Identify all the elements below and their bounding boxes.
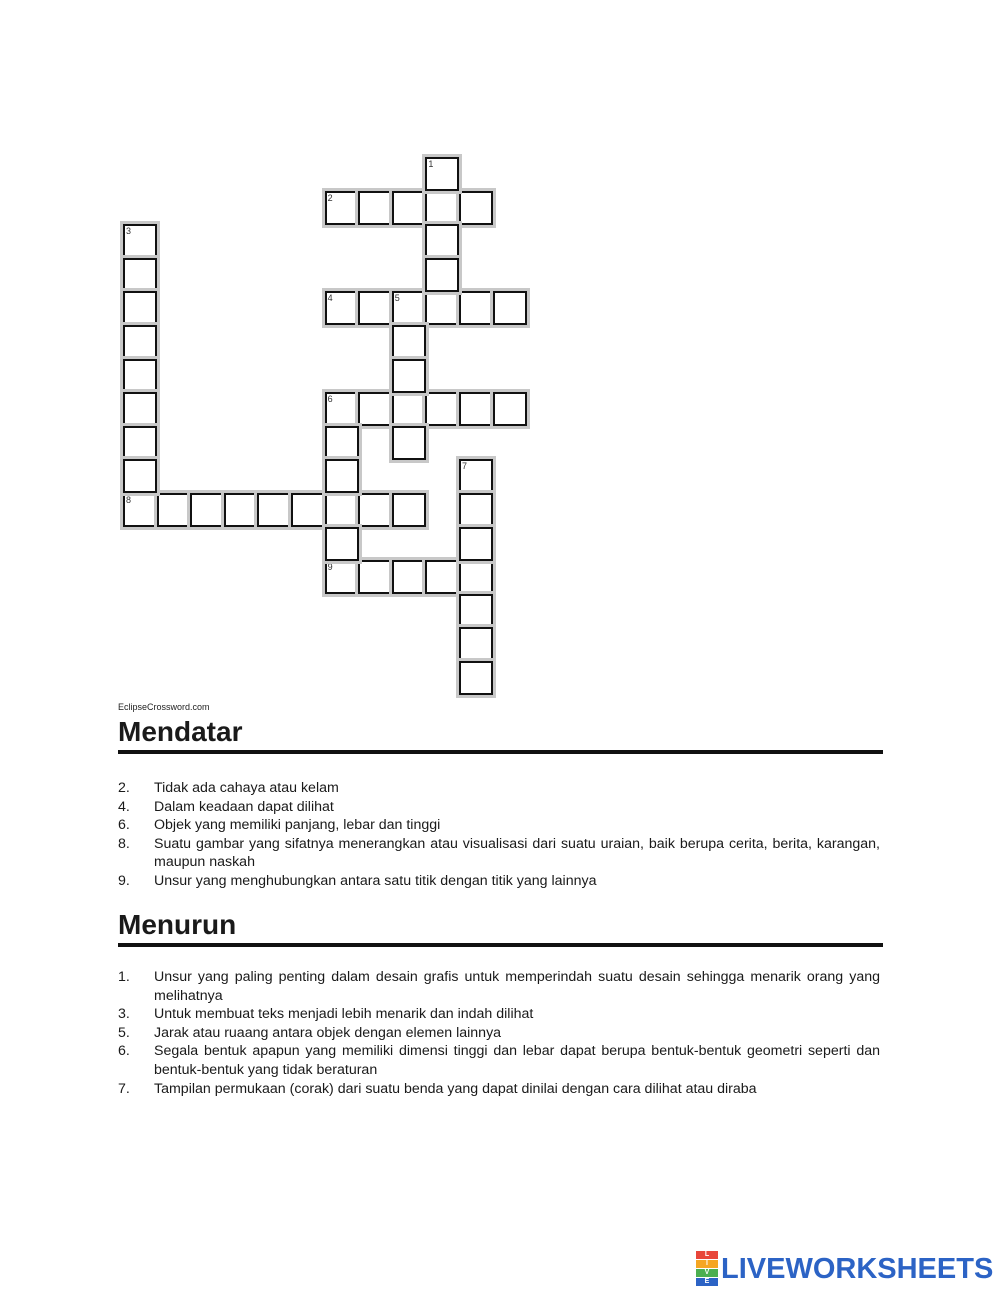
crossword-cell[interactable]: [392, 291, 426, 325]
crossword-cell[interactable]: [123, 291, 157, 325]
clue-item: [118, 1024, 880, 1043]
clue-number: 3.: [118, 1006, 130, 1023]
crossword-cell[interactable]: [224, 493, 258, 527]
crossword-cell[interactable]: [123, 493, 157, 527]
crossword-cell[interactable]: [459, 527, 493, 561]
crossword-cell[interactable]: [392, 191, 426, 225]
clue-item: [118, 872, 880, 891]
crossword-cell[interactable]: [425, 157, 459, 191]
clue-number: 9.: [118, 872, 130, 889]
crossword-cell[interactable]: [358, 493, 392, 527]
clue-number: 6.: [118, 1043, 130, 1060]
liveworksheets-logo: [696, 1252, 993, 1286]
clue-item: [118, 1005, 880, 1024]
clue-text: Dalam keadaan dapat dilihat: [154, 798, 334, 815]
crossword-cell[interactable]: [291, 493, 325, 527]
crossword-cell[interactable]: [392, 392, 426, 426]
clue-number: 5.: [118, 1024, 130, 1041]
clue-text: Segala bentuk apapun yang memiliki dimensi tinggi dan lebar dapat berupa bentuk-bentuk geometri seperti dan bentuk-bentuk yang tidak beraturan: [154, 1043, 880, 1078]
clue-item: [118, 798, 880, 817]
crossword-cell[interactable]: [325, 426, 359, 460]
crossword-cell[interactable]: [392, 359, 426, 393]
clue-item: [118, 968, 880, 1005]
clue-text: Tidak ada cahaya atau kelam: [154, 780, 339, 796]
crossword-cell[interactable]: [392, 493, 426, 527]
crossword-cell[interactable]: [123, 224, 157, 258]
crossword-cell[interactable]: [493, 392, 527, 426]
down-divider: [118, 943, 883, 947]
crossword-cell[interactable]: [325, 493, 359, 527]
crossword-cell[interactable]: [425, 258, 459, 292]
clue-item: [118, 1080, 880, 1099]
crossword-cell[interactable]: [325, 291, 359, 325]
liveworksheets-logo-icon: [696, 1251, 718, 1287]
crossword-cell[interactable]: [459, 661, 493, 695]
crossword-cell[interactable]: [493, 291, 527, 325]
clue-number: 2.: [118, 780, 130, 796]
crossword-cell[interactable]: [123, 459, 157, 493]
clue-text: Unsur yang menghubungkan antara satu titik dengan titik yang lainnya: [154, 872, 597, 889]
crossword-cell[interactable]: [325, 527, 359, 561]
crossword-cell[interactable]: [459, 493, 493, 527]
crossword-cell[interactable]: [425, 224, 459, 258]
crossword-cell[interactable]: [123, 392, 157, 426]
across-divider: [118, 750, 883, 754]
crossword-cell[interactable]: [459, 560, 493, 594]
crossword-cell[interactable]: [392, 325, 426, 359]
crossword-cell[interactable]: [459, 191, 493, 225]
clue-number-label: 9: [327, 562, 333, 573]
clue-item: [118, 816, 880, 835]
crossword-cell[interactable]: [459, 627, 493, 661]
clue-text: Suatu gambar yang sifatnya menerangkan atau visualisasi dari suatu uraian, baik berupa cerita, berita, karangan, maupun naskah: [154, 835, 880, 871]
clue-item: [118, 779, 880, 798]
clue-text: Unsur yang paling penting dalam desain grafis untuk memperindah suatu desain sehingga menarik orang yang melihatnya: [154, 969, 880, 1004]
clue-number-label: 6: [327, 394, 333, 405]
crossword-cell[interactable]: [123, 359, 157, 393]
across-title: Mendatar: [118, 716, 243, 747]
crossword-cell[interactable]: [358, 291, 392, 325]
clue-number-label: 4: [327, 293, 333, 304]
crossword-cell[interactable]: [425, 560, 459, 594]
crossword-cell[interactable]: [425, 291, 459, 325]
crossword-cell[interactable]: [459, 459, 493, 493]
clue-item: [118, 835, 880, 872]
down-clue-list: [118, 968, 880, 1098]
crossword-cell[interactable]: [190, 493, 224, 527]
across-clue-list: [118, 779, 880, 891]
crossword-cell[interactable]: [325, 459, 359, 493]
crossword-cell[interactable]: [425, 392, 459, 426]
crossword-cell[interactable]: [358, 560, 392, 594]
clue-number: 7.: [118, 1080, 130, 1097]
crossword-cell[interactable]: [459, 291, 493, 325]
clue-number-label: 8: [126, 495, 132, 505]
clue-number: 6.: [118, 817, 130, 834]
clue-number-label: 5: [394, 293, 400, 304]
clue-number-label: 2: [327, 192, 333, 203]
logo-letter-block: L: [696, 1251, 718, 1259]
clue-number: 1.: [118, 969, 130, 985]
clue-number: 8.: [118, 835, 130, 852]
logo-letter-block: E: [696, 1278, 718, 1286]
clue-number-label: 1: [428, 159, 434, 169]
logo-letter-block: V: [696, 1269, 718, 1277]
crossword-cell[interactable]: [358, 191, 392, 225]
crossword-cell[interactable]: [392, 560, 426, 594]
crossword-cell[interactable]: [257, 493, 291, 527]
clue-number-label: 3: [126, 226, 132, 237]
crossword-cell[interactable]: [459, 392, 493, 426]
crossword-cell[interactable]: [123, 426, 157, 460]
crossword-cell[interactable]: [123, 325, 157, 359]
clue-number: 4.: [118, 798, 130, 815]
crossword-credit: EclipseCrossword.com: [118, 702, 210, 712]
clue-number-label: 7: [462, 461, 468, 472]
crossword-cell[interactable]: [392, 426, 426, 460]
crossword-cell[interactable]: [123, 258, 157, 292]
clue-item: [118, 1042, 880, 1079]
crossword-cell[interactable]: [325, 191, 359, 225]
crossword-cell[interactable]: [157, 493, 191, 527]
down-title: Menurun: [118, 909, 237, 940]
clue-text: Objek yang memiliki panjang, lebar dan tinggi: [154, 817, 441, 834]
crossword-cell[interactable]: [325, 560, 359, 594]
logo-letter-block: I: [696, 1260, 718, 1268]
crossword-cell[interactable]: [325, 392, 359, 426]
crossword-cell[interactable]: [425, 191, 459, 225]
liveworksheets-logo-text: LIVEWORKSHEETS: [721, 1252, 994, 1285]
crossword-cell[interactable]: [358, 392, 392, 426]
crossword-cell[interactable]: [459, 594, 493, 628]
clue-text: Tampilan permukaan (corak) dari suatu benda yang dapat dinilai dengan cara dilihat atau diraba: [154, 1080, 757, 1097]
clue-text: Jarak atau ruaang antara objek dengan elemen lainnya: [154, 1024, 502, 1041]
clue-text: Untuk membuat teks menjadi lebih menarik dan indah dilihat: [154, 1006, 534, 1023]
